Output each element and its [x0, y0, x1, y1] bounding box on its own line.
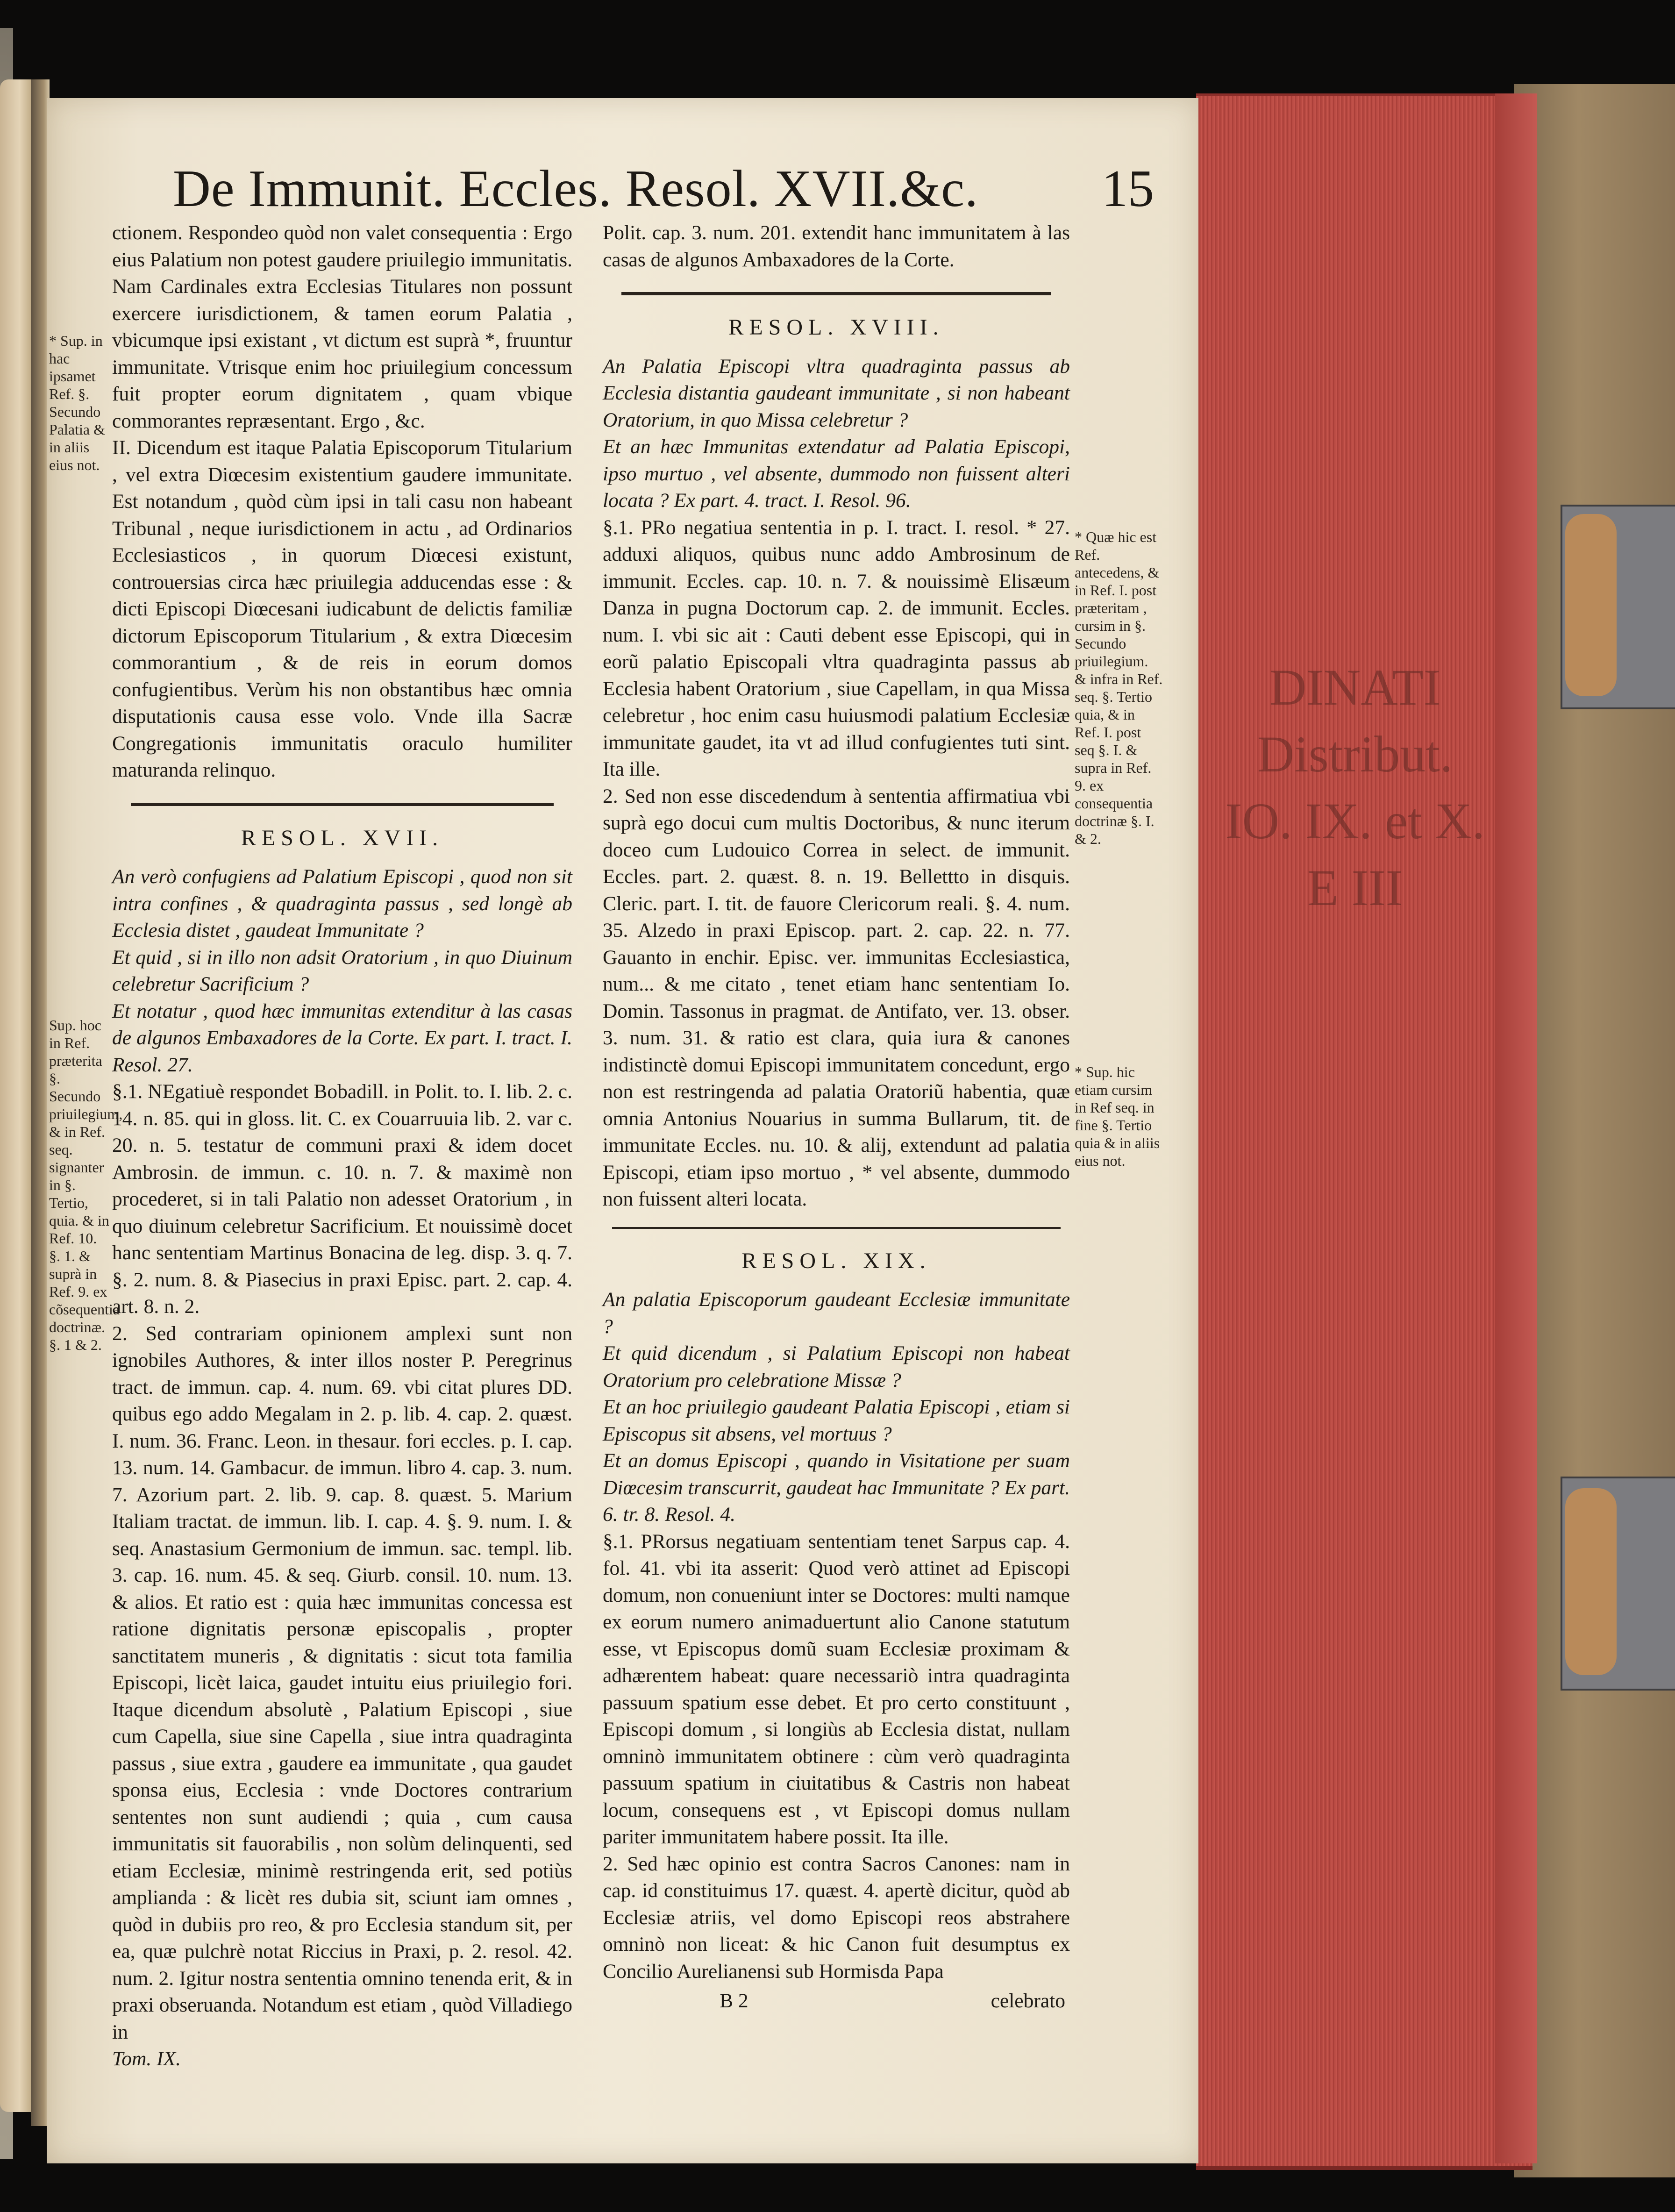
volume-signature: Tom. IX.: [112, 2048, 181, 2070]
catchword: celebrato: [991, 1990, 1065, 2012]
page-footer: [603, 1988, 1070, 2015]
paragraph: 2. Sed contrariam opinionem amplexi sunt non ignobiles Authores, & inter illos noster P. Peregrinus tract. de immun. cap. 4. num. 69. vbi citat plures DD. quibus ego addo Megalam in 2. p. lib. 4. cap. 2. quæst. I. num. 36. Franc. Leon. in thesaur. fori eccles. p. I. cap. 13. num. 14. Gambacur. de immun. libro 4. cap. 3. num. 7. Azorium part. 2. lib. 9. cap. 8. quæst. 5. Marium Italiam tractat. de immun. lib. I. cap. 4. §. 9. num. I. & seq. Anastasium Germonium de immun. sac. templ. lib. 3. cap. 16. num. 45. & seq. Giurb. consil. 10. num. 13. & alios. Et ratio est : quia hæc immunitas concessa est ratione dignitatis personæ episcopalis , propter sanctitatem muneris , & dignitatis : sicut tota familia Episcopi, licèt laica, gaudet intuitu eius priuilegio fori. Itaque dicendum absolutè , Palatium Episcopi , siue cum Capella, siue sine Capella , siue intra quadraginta passus , siue extra , gaudere ea immunitate , qua gaudet sponsa eius, Ecclesia : vnde Doctores contrarium sententes non sunt audiendi ; quia , cum causa immunitatis sit fauorabilis , non solùm delinquenti, sed etiam Ecclesiæ, minimè restringenda erit, sed potiùs amplianda : & licèt res dubia sit, sciunt iam omnes , quòd in dubiis pro reo, & pro Ecclesia standum sit, per ea, quæ pulchrè notat Riccius in Praxi, p. 2. resol. 42. num. 2. Igitur nostra sententia omnino tenenda erit, & in praxi obseruanda. Notandum est etiam , quòd Villadiego in: [112, 1322, 572, 2043]
margin-note-right: * Sup. hic etiam cursim in Ref seq. in fine §. Tertio quia & in aliis eius not.: [1075, 1063, 1160, 1169]
fore-edge-inscription: [1224, 654, 1486, 921]
question: Et an hoc priuilegio gaudeant Palatia Episcopi , etiam si Episcopus sit absens, vel mortuus ?: [603, 1396, 1070, 1445]
question: Et an domus Episcopi , quando in Visitatione per suam Diœcesim transcurrit, gaudeat hac Immunitate ? Ex part. 6. tr. 8. Resol. 4.: [603, 1449, 1070, 1526]
section-rule: [612, 1227, 1061, 1229]
paragraph: §.1. PRorsus negatiuam sententiam tenet Sarpus cap. 4. fol. 41. vbi ita asserit: Quod verò attinet ad Episcopi domum, non conueniunt inter se Doctores: multi namque ex eorum numero animaduertunt alio Canone statutum esse, vt Episcopus domũ suam Ecclesiæ proximam & adhærentem habeat: quare necessariò intra quadraginta passuum spatium esse debet. Et pro certo constituunt , Episcopi domum , si longiùs ab Ecclesia distat, nullam omninò immunitatem obtinere : cùm verò quadraginta passuum spatium in ciuitatibus & Castris non habeat locum, consequens est , vt Episcopi domus nullam pariter immunitatem habere possit. Ita ille.: [603, 1530, 1070, 1848]
section-rule: [131, 803, 554, 806]
question: Et quid dicendum , si Palatium Episcopi non habeat Oratorium pro celebratione Missæ ?: [603, 1342, 1070, 1391]
inscription-line: DINATI: [1269, 659, 1441, 716]
paragraph: II. Dicendum est itaque Palatia Episcoporum Titularium , vel extra Diœcesim existentium gaudere immunitate. Est notandum , quòd cùm ipsi in tali casu non habeant Tribunal , neque iurisdictionem in actu , ad Ordinarios Ecclesiasticos , in quorum Diœcesi existunt, controuersias circa hæc priuilegia adducendas esse : & dicti Episcopi Diœcesani iudicabunt de delictis familiæ dictorum Episcoporum Titularium , & extra Diœcesim commorantium , & de reis in eorum domos confugientibus. Verùm his non obstantibus hæc omnia disputationis causa esse volo. Vnde illa Sacræ Congregationis immunitatis oraculo humiliter maturanda relinquo.: [112, 436, 572, 781]
section-title: RESOL. XVIII.: [728, 315, 944, 340]
inscription-line: IO. IX. et X.: [1225, 792, 1485, 849]
page-number: 15: [1102, 160, 1154, 218]
paragraph: §.1. NEgatiuè respondet Bobadill. in Polit. to. I. lib. 2. c. 14. n. 85. qui in gloss. lit. C. ex Couarruuia lib. 2. var c. 20. n. 5. testatur de communi praxi & idem docet Ambrosin. de immun. c. 10. n. 7. & maximè non procederet, si in tali Palatio non adesset Oratorium , in quo diuinum celebretur Sacrificium. Et nouissimè docet hanc sententiam Martinus Bonacina de leg. disp. 3. q. 7. §. 2. num. 8. & Piasecius in praxi Episc. part. 2. cap. 4. art. 8. n. 2.: [112, 1080, 572, 1318]
previous-page-edge: [0, 79, 33, 2112]
running-title: De Immunit. Eccles. Resol. XVII.&c.: [173, 160, 978, 218]
signature-mark: B 2: [720, 1990, 748, 2012]
left-column: [112, 220, 572, 2073]
question: An Palatia Episcopi vltra quadraginta passus ab Ecclesia distantia gaudeant immunitate , si non habeant Oratorium, in quo Missa celebretur ?: [603, 355, 1070, 431]
question: Et notatur , quod hæc immunitas extenditur à las casas de algunos Embaxadores de la Corte. Ex part. I. tract. I. Resol. 27.: [112, 999, 572, 1076]
lower-clasp-wood: [1565, 1488, 1617, 1675]
paragraph: Polit. cap. 3. num. 201. extendit hanc immunitatem à las casas de algunos Ambaxadores de la Corte.: [603, 221, 1070, 271]
section-title: RESOL. XVII.: [241, 825, 444, 850]
question: Et quid , si in illo non adsit Oratorium , in quo Diuinum celebretur Sacrificium ?: [112, 946, 572, 995]
paragraph: §.1. PRo negatiua sententia in p. I. tract. I. resol. * 27. adduxi aliquos, quibus nunc addo Ambrosinum de immunit. Eccles. cap. 10. n. 7. & nouissimè Elisæum Danza in pugna Doctorum cap. 2. de immunit. Eccles. num. I. vbi sic ait : Cauti debent esse Episcopi, qui in eorũ palatio Episcopali vltra quadraginta passus ab Ecclesia habent Oratorium , siue Capellam, in qua Missa celebretur , hoc enim casu huiusmodi palatium Ecclesiæ immunitate gaudet, ita vt ad illud confugientes tuti sint. Ita ille.: [603, 516, 1070, 780]
upper-clasp-wood: [1565, 514, 1617, 696]
paragraph: ctionem. Respondeo quòd non valet consequentia : Ergo eius Palatium non potest gaudere priuilegio immunitatis. Nam Cardinales extra Ecclesias Titulares non possunt exercere iurisdictionem, & tamen eorum Palatia , vbicumque ipsi existant , vt dictum est suprà *, fruuntur immunitate. Vtrisque enim hoc priuilegium concessum fuit propter eorum dignitatem , quam vbique commorantes repræsentant. Ergo , &c.: [112, 221, 572, 432]
paragraph: 2. Sed hæc opinio est contra Sacros Canones: nam in cap. id constituimus 17. quæst. 4. apertè dicitur, quòd ab Ecclesiæ atriis, vel domo Episcopi reos abstrahere omninò non liceat: & hic Canon fuit desumptus ex Concilio Aurelianensi sub Hormisda Papa: [603, 1852, 1070, 1983]
question: Et an hæc Immunitas extendatur ad Palatia Episcopi, ipso murtuo , vel absente, dummodo non fuissent alteri locata ? Ex part. 4. tract. I. Resol. 96.: [603, 435, 1070, 512]
section-rule: [621, 292, 1051, 295]
running-header: [173, 159, 1154, 219]
question: An palatia Episcoporum gaudeant Ecclesiæ immunitate ?: [603, 1288, 1070, 1338]
inscription-line: Distribut.: [1257, 726, 1453, 783]
book-cover: [1514, 84, 1675, 2177]
red-page-edges: [1196, 93, 1532, 2170]
red-page-edges-outer: [1495, 93, 1537, 2163]
question: An verò confugiens ad Palatium Episcopi , quod non sit intra confines , & quadraginta passus , sed longè ab Ecclesia distet , gaudeat Immunitate ?: [112, 865, 572, 942]
margin-note-left: Sup. hoc in Ref. præterita §. Secundo priuilegium, & in Ref. seq. signanter in §. Tertio, quia. & in Ref. 10. §. 1. & suprà in Ref. 9. ex cõsequentia doctrinæ. §. 1 & 2.: [49, 1017, 123, 1353]
paragraph: 2. Sed non esse discedendum à sententia affirmatiua vbi suprà ego docui cum multis Doctoribus, & nunc iterum doceo cum Ludouico Correa in select. de immunit. Eccles. part. 2. quæst. 8. n. 19. Bellettto in disquis. Cleric. part. I. tit. de fauore Clericorum reali. §. 4. num. 35. Alzedo in praxi Episcop. part. 2. cap. 22. n. 77. Gauanto in enchir. Episc. ver. immunitas Ecclesiastica, num... & me citato , tenet etiam hanc sententiam Io. Domin. Tassonus in pragmat. de Antifato, ver. 13. obser. 3. num. 31. & ratio est clara, quia iura & canones indistinctè domui Episcopi immunitatem concedunt, ergo non est restringenda ad palatia Oratoriũ habentia, quæ omnia Antonius Nouarius in summa Bullarum, tit. de immunitate Eccles. nu. 10. & alij, extendunt ad palatia Episcopi, etiam ipso mortuo , * vel absente, dummodo non fuissent alteri locata.: [603, 785, 1070, 1210]
right-column: [603, 220, 1070, 2015]
inscription-line: E III: [1307, 859, 1403, 916]
section-title: RESOL. XIX.: [741, 1248, 931, 1273]
margin-note-left: * Sup. in hac ipsamet Ref. §. Secundo Palatia & in aliis eius not.: [49, 332, 105, 473]
margin-note-right: * Quæ hic est Ref. antecedens, & in Ref. I. post præteritam , cursim in §. Secundo priuilegium. & infra in Ref. seq. §. Tertio quia, & in Ref. I. post seq §. I. & supra in Ref. 9. ex consequentia doctrinæ §. I. & 2.: [1075, 528, 1163, 847]
